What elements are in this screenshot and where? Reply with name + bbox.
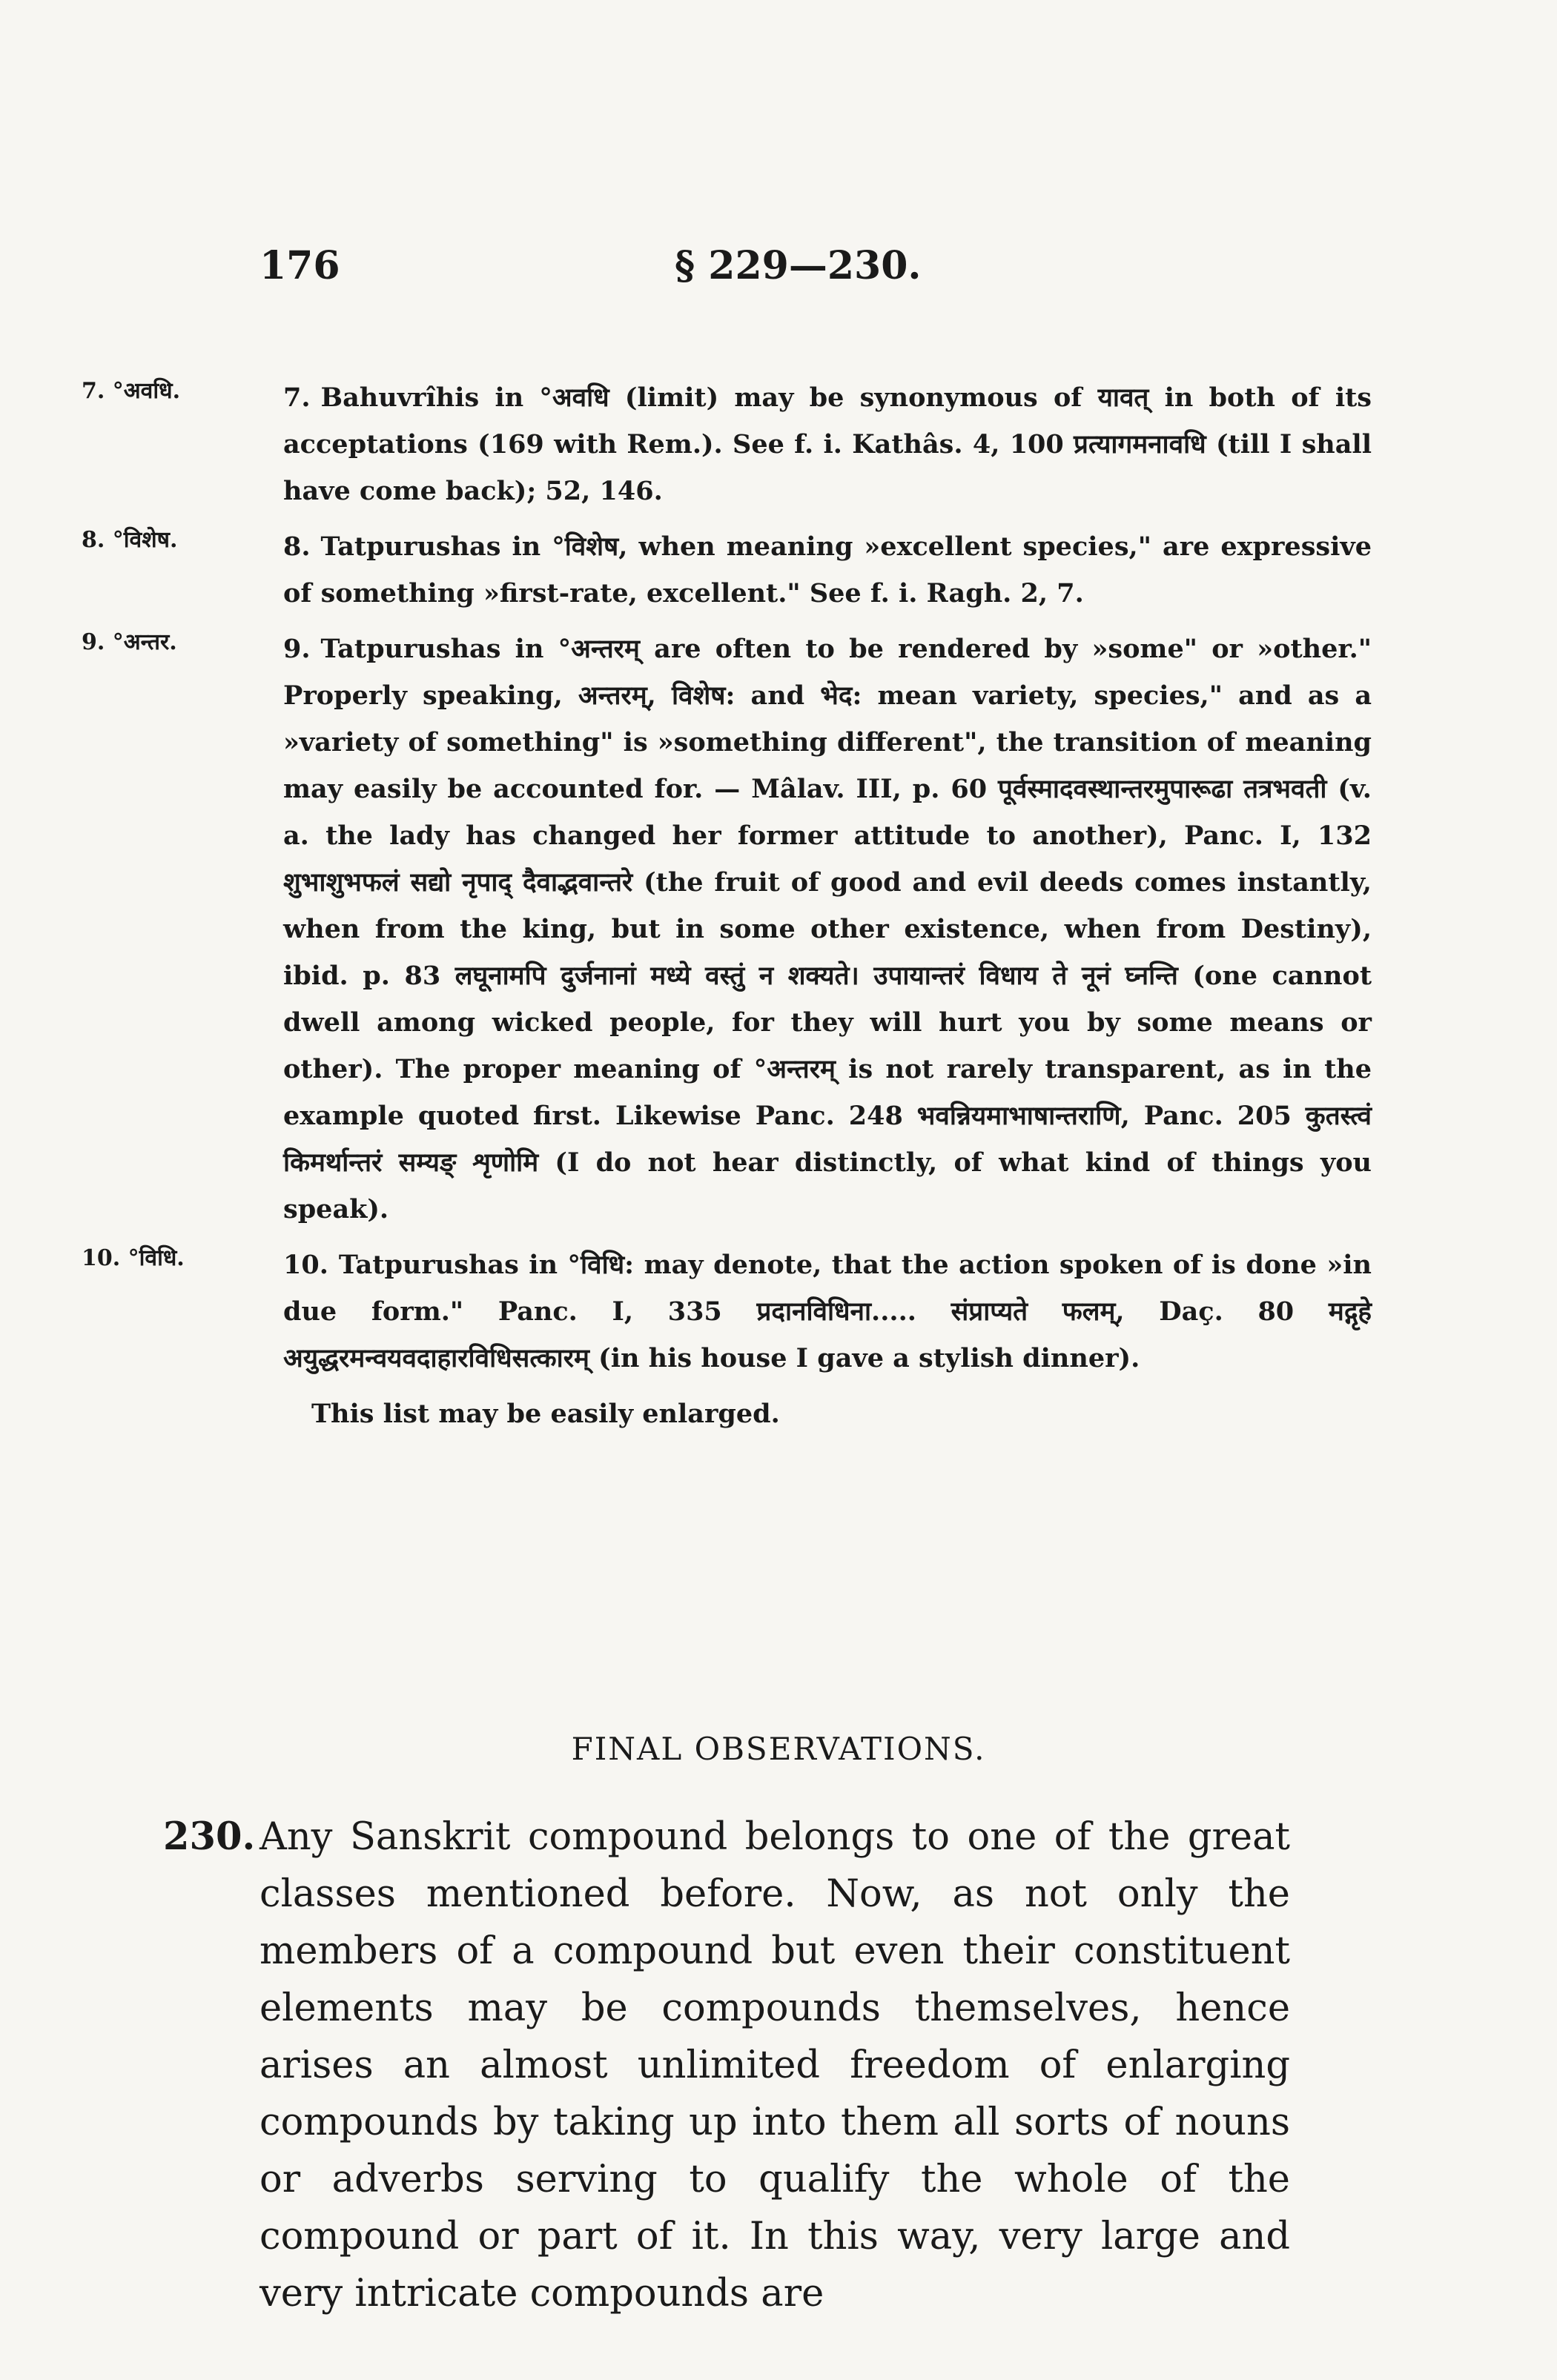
page-number: 176 <box>260 243 340 288</box>
note-10 <box>82 1242 1372 1382</box>
note-text: Tatpurushas in °विधि: may denote, that the action spoken of is done »in due form." Panc. I, 335 प्रदानविधिना..... संप्राप्यते फलम्, Daç. 80 मद्गृहे अयुद्धरमन्वयवदाहारविधिसत्कारम् (in his house I gave a stylish dinner). <box>283 1250 1372 1373</box>
note-9 <box>82 626 1372 1233</box>
note-body <box>283 523 1372 617</box>
section-range: § 229—230. <box>675 243 922 288</box>
note-text: Bahuvrîhis in °अवधि (limit) may be synonymous of यावत् in both of its acceptations (169 with Rem.). See f. i. Kathâs. 4, 100 प्रत्यागमनावधि (till I shall have come back); 52, 146. <box>283 382 1372 506</box>
paragraph-number: 230. <box>163 1814 256 1859</box>
note-body <box>283 1242 1372 1382</box>
note-text: Tatpurushas in °अन्तरम् are often to be rendered by »some" or »other." Properly speaking, अन्तरम्, विशेष: and भेद: mean variety, species," and as a »variety of something" is »something different", the transition of meaning may easily be accounted for. — Mâlav. III, p. 60 पूर्वस्मादवस्थान्तरमुपारूढा तत्रभवती (v. a. the lady has changed her former attitude to another), Panc. I, 132 शुभाशुभफलं सद्यो नृपाद् दैवाद्भवान्तरे (the fruit of good and evil deeds comes instantly, when from the king, but in some other existence, when from Destiny), ibid. p. 83 लघूनामपि दुर्जनानां मध्ये वस्तुं न शक्यते। उपायान्तरं विधाय ते नूनं घ्नन्ति (one cannot dwell among wicked people, for they will hurt you by some means or other). The proper meaning of °अन्तरम् is not rarely transparent, as in the example quoted first. Likewise Panc. 248 भवन्नियमाभाषान्तराणि, Panc. 205 कुतस्त्वं किमर्थान्तरं सम्यङ् शृणोमि (I do not hear distinctly, of what kind of things you speak). <box>283 634 1372 1224</box>
note-number: 10. <box>283 1250 328 1280</box>
note-number: 9. <box>283 634 311 664</box>
note-number: 8. <box>283 531 311 562</box>
final-observations-heading: FINAL OBSERVATIONS. <box>571 1731 986 1767</box>
paragraph-230 <box>163 1809 1290 2322</box>
margin-label: 7. °अवधि. <box>82 378 181 404</box>
margin-label: 9. °अन्तर. <box>82 629 177 655</box>
note-text: Tatpurushas in °विशेष, when meaning »excellent species," are expressive of something »first-rate, excellent." See f. i. Ragh. 2, 7. <box>283 531 1372 609</box>
margin-label: 10. °विधि. <box>82 1245 185 1271</box>
note-body <box>283 374 1372 514</box>
page-header <box>260 243 1298 295</box>
note-number: 7. <box>283 382 311 413</box>
note-7 <box>82 374 1372 514</box>
notes-closing-line: This list may be easily enlarged. <box>311 1399 780 1429</box>
notes-list <box>82 374 1372 1437</box>
note-8 <box>82 523 1372 617</box>
paragraph-text: Any Sanskrit compound belongs to one of the great classes mentioned before. Now, as not only the members of a compound but even their constituent elements may be compounds themselves, hence arises an almost unlimited freedom of enlarging compounds by taking up into them all sorts of nouns or adverbs serving to qualify the whole of the compound or part of it. In this way, very large and very intricate compounds are <box>260 1815 1290 2316</box>
margin-label: 8. °विशेष. <box>82 527 178 553</box>
note-body <box>283 626 1372 1233</box>
